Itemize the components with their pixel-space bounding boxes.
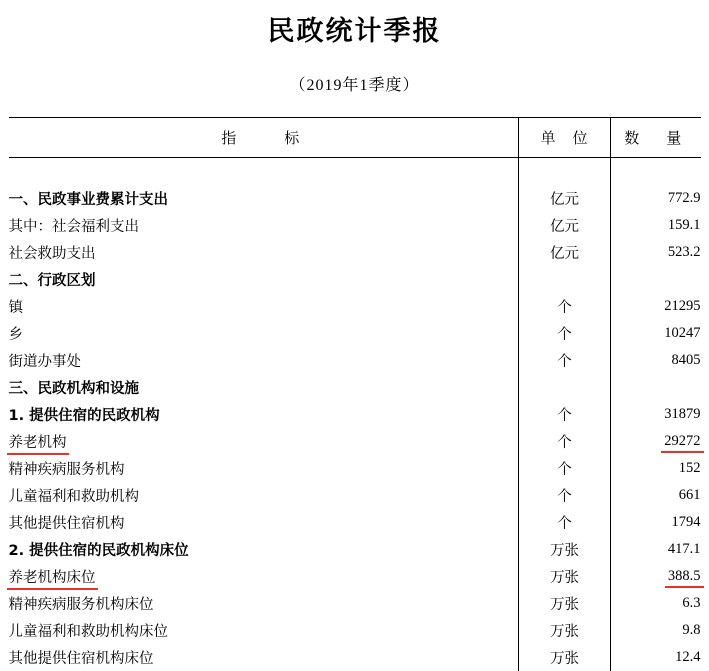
row-label: [9, 374, 519, 401]
row-label: [9, 563, 519, 590]
table-body: [9, 158, 701, 671]
table-spacer-row: [9, 158, 701, 186]
row-quantity-text: 29272: [664, 433, 700, 450]
row-quantity-text: 8405: [672, 352, 701, 368]
row-unit: 万张: [519, 536, 611, 563]
row-label: [9, 509, 519, 536]
row-unit: 万张: [519, 590, 611, 617]
table-row: [9, 644, 701, 671]
row-quantity: [611, 293, 701, 320]
row-quantity-text: 388.5: [668, 568, 701, 585]
row-quantity: [611, 644, 701, 671]
row-label-text: 二、行政区划: [9, 273, 96, 289]
column-header-quantity: 数 量: [611, 118, 701, 158]
row-label-text: 儿童福利和救助机构: [9, 489, 140, 505]
row-quantity-text: 12.4: [675, 649, 700, 665]
row-quantity: [611, 590, 701, 617]
table-row: [9, 536, 701, 563]
row-label: [9, 347, 519, 374]
table-row: [9, 590, 701, 617]
row-quantity: [611, 320, 701, 347]
row-label: [9, 212, 519, 239]
row-quantity: [611, 536, 701, 563]
row-unit: 个: [519, 401, 611, 428]
row-label: [9, 455, 519, 482]
row-label-text: 一、民政事业费累计支出: [9, 192, 169, 208]
table-row: [9, 185, 701, 212]
table-row: [9, 428, 701, 455]
column-header-indicator: 指 标: [9, 118, 519, 158]
row-quantity: [611, 239, 701, 266]
table-row: [9, 482, 701, 509]
row-quantity-text: 21295: [664, 298, 700, 314]
row-label-text: 乡: [9, 327, 24, 343]
row-label: [9, 644, 519, 671]
row-label-text: 2. 提供住宿的民政机构床位: [9, 543, 189, 559]
table-row: [9, 293, 701, 320]
row-unit: 个: [519, 428, 611, 455]
row-quantity: [611, 482, 701, 509]
table-row: [9, 509, 701, 536]
row-unit: [519, 374, 611, 401]
row-quantity-text: 159.1: [668, 217, 701, 233]
table-row: [9, 239, 701, 266]
row-label-text: 镇: [9, 300, 24, 316]
row-quantity-text: 523.2: [668, 244, 701, 260]
table-row: [9, 401, 701, 428]
row-label: [9, 590, 519, 617]
row-quantity: [611, 347, 701, 374]
row-label-text: 精神疾病服务机构床位: [9, 597, 154, 613]
row-quantity: [611, 185, 701, 212]
row-quantity-text: 772.9: [668, 190, 701, 206]
row-label: [9, 293, 519, 320]
row-label-text: 精神疾病服务机构: [9, 462, 125, 478]
statistics-table: [9, 117, 701, 671]
row-label-text: 三、民政机构和设施: [9, 381, 140, 397]
row-unit: 亿元: [519, 185, 611, 212]
column-header-unit: 单 位: [519, 118, 611, 158]
row-unit: 万张: [519, 563, 611, 590]
row-label-text: 社会救助支出: [9, 246, 96, 262]
table-row: [9, 617, 701, 644]
row-label-text: 1. 提供住宿的民政机构: [9, 408, 160, 424]
row-unit: 万张: [519, 644, 611, 671]
row-unit: 个: [519, 482, 611, 509]
row-quantity: [611, 428, 701, 455]
row-quantity-text: 152: [679, 460, 701, 476]
row-quantity-text: 661: [679, 487, 701, 503]
row-label-text: 其中：社会福利支出: [9, 219, 140, 235]
row-unit: 亿元: [519, 239, 611, 266]
row-label-text: 其他提供住宿机构: [9, 516, 125, 532]
row-quantity: [611, 212, 701, 239]
row-unit: 个: [519, 293, 611, 320]
table-row: [9, 455, 701, 482]
row-label-text: 街道办事处: [9, 354, 82, 370]
row-quantity-text: 10247: [664, 325, 700, 341]
row-label: [9, 239, 519, 266]
document-page: [0, 14, 709, 614]
row-quantity-text: 417.1: [668, 541, 701, 557]
table-row: [9, 266, 701, 293]
row-quantity-text: 9.8: [682, 622, 700, 638]
row-label: [9, 536, 519, 563]
row-quantity: [611, 266, 701, 293]
table-row: [9, 320, 701, 347]
row-label: [9, 482, 519, 509]
row-label-text: 养老机构床位: [9, 566, 96, 587]
row-label-text: 儿童福利和救助机构床位: [9, 624, 169, 640]
row-quantity: [611, 374, 701, 401]
table-row: [9, 212, 701, 239]
table-row: [9, 347, 701, 374]
row-label: [9, 185, 519, 212]
row-unit: 亿元: [519, 212, 611, 239]
page-subtitle: （2019年1季度）: [0, 72, 709, 95]
row-unit: 个: [519, 509, 611, 536]
row-quantity: [611, 455, 701, 482]
row-label-text: 其他提供住宿机构床位: [9, 651, 154, 667]
row-label: [9, 266, 519, 293]
row-label: [9, 428, 519, 455]
table-row: [9, 374, 701, 401]
row-unit: [519, 266, 611, 293]
row-label: [9, 401, 519, 428]
table-row: [9, 563, 701, 590]
page-title: 民政统计季报: [0, 14, 709, 50]
row-quantity: [611, 563, 701, 590]
row-unit: 个: [519, 320, 611, 347]
row-quantity-text: 6.3: [682, 595, 700, 611]
row-unit: 个: [519, 455, 611, 482]
row-quantity: [611, 617, 701, 644]
row-unit: 个: [519, 347, 611, 374]
row-label: [9, 320, 519, 347]
row-quantity: [611, 401, 701, 428]
row-quantity-text: 31879: [664, 406, 700, 422]
row-label: [9, 617, 519, 644]
row-unit: 万张: [519, 617, 611, 644]
row-label-text: 养老机构: [9, 431, 67, 452]
row-quantity: [611, 509, 701, 536]
row-quantity-text: 1794: [672, 514, 701, 530]
table-header: [9, 118, 701, 158]
